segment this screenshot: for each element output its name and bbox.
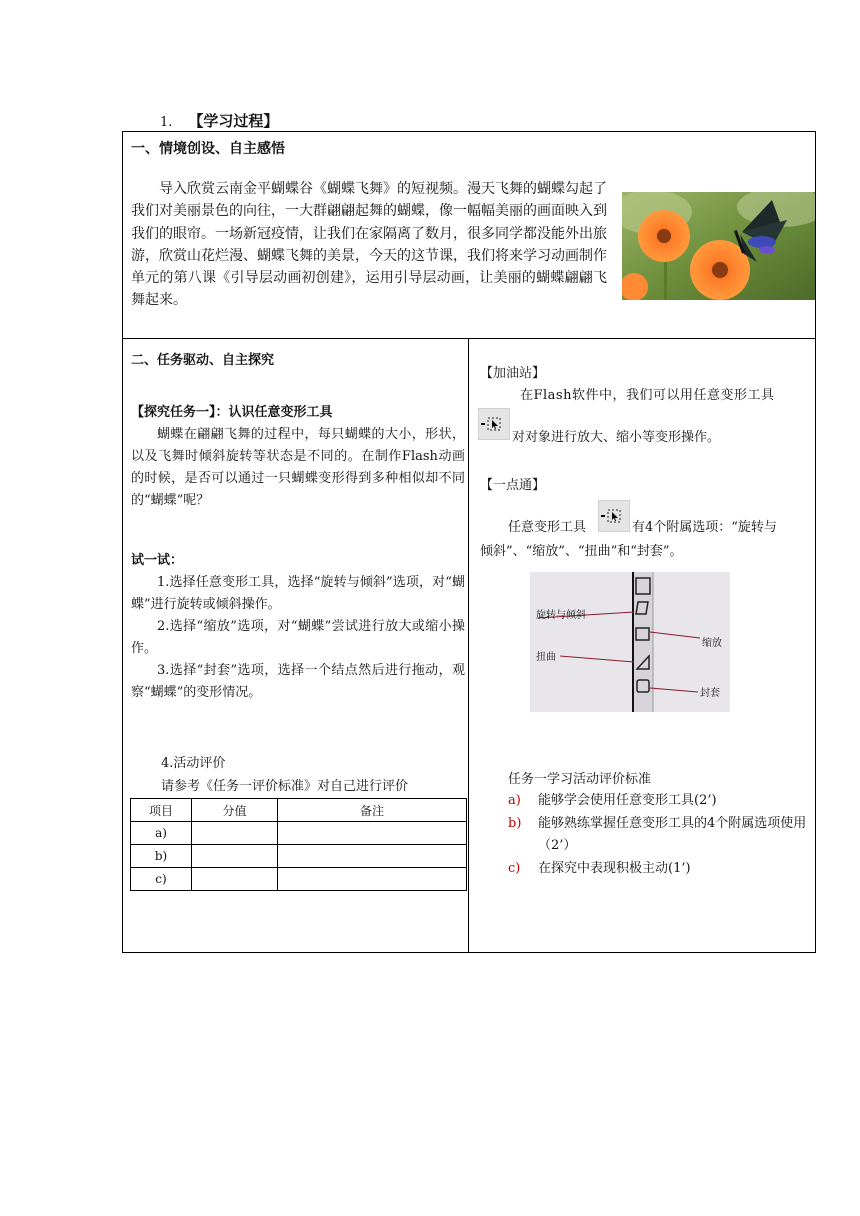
table-cell: b) (131, 845, 192, 868)
evaluation-table (130, 798, 467, 891)
butterfly-image-icon (622, 192, 815, 300)
criteria-mark: a) (508, 793, 521, 808)
criteria-title: 任务一学习活动评价标准 (508, 772, 652, 787)
eval-title: 4.活动评价 (161, 756, 226, 771)
label-rotate-skew: 旋转与倾斜 (536, 610, 586, 621)
table-cell[interactable] (278, 845, 467, 868)
heading-number: 1. (160, 115, 173, 130)
task-paragraph: 蝴蝶在翩翩飞舞的过程中，每只蝴蝶的大小，形状，以及飞舞时倾斜旋转等状态是不同的。在制作Flash动画的时候，是否可以通过一只蝴蝶变形得到多种相似却不同的“蝴蝶”呢？ (131, 427, 465, 508)
table-row (131, 868, 467, 891)
tip-title: 【加油站】 (480, 366, 546, 381)
table-cell[interactable] (278, 868, 467, 891)
table-cell[interactable] (192, 845, 278, 868)
table-header-score: 分值 (192, 799, 278, 822)
criteria-mark: b) (508, 816, 522, 831)
criteria-item (508, 790, 808, 812)
criteria-text: 能够学会使用任意变形工具(2’) (538, 793, 717, 808)
criteria-item (508, 858, 808, 880)
section2-title: 二、任务驱动、自主探究 (131, 353, 275, 368)
table-cell[interactable] (278, 822, 467, 845)
point-line-1-a: 任意变形工具 (508, 520, 587, 535)
table-cell: a) (131, 822, 192, 845)
step-1: 1.选择任意变形工具，选择“旋转与倾斜”选项，对“蝴蝶”进行旋转或倾斜操作。 (131, 575, 465, 612)
point-title: 【一点通】 (480, 478, 546, 493)
task-title: 【探究任务一】：认识任意变形工具 (131, 405, 333, 420)
table-header-note: 备注 (278, 799, 467, 822)
heading-text: 【学习过程】 (188, 112, 279, 130)
label-envelope: 封套 (700, 688, 720, 699)
step-3: 3.选择“封套”选项，选择一个结点然后进行拖动，观察“蝴蝶”的变形情况。 (131, 663, 465, 700)
butterfly-photo (622, 192, 815, 300)
column-divider (468, 338, 469, 953)
eval-intro: 请参考《任务一评价标准》对自己进行评价 (161, 779, 409, 794)
point-line-2: 倾斜”、“缩放”、“扭曲”和“封套”。 (480, 544, 683, 559)
section1-paragraph: 导入欣赏云南金平蝴蝶谷《蝴蝶飞舞》的短视频。漫天飞舞的蝴蝶勾起了我们对美丽景色的向往，一大群翩翩起舞的蝴蝶，像一幅幅美丽的画面映入到我们的眼帘。一场新冠疫情，让我们在家隔离了数月，很多同学都没能外出旅游，欣赏山花烂漫、蝴蝶飞舞的美景，今天的这节课，我们将来学习动画制作单元的第八课《引导层动画初创建》，运用引导层动画，让美丽的蝴蝶翩翩飞舞起来。 (131, 181, 607, 309)
tool-options-figure (530, 572, 730, 712)
try-title: 试一试： (131, 553, 184, 568)
table-cell: c) (131, 868, 192, 891)
criteria-mark: c) (508, 861, 521, 876)
table-row (131, 845, 467, 868)
table-cell[interactable] (192, 822, 278, 845)
label-distort: 扭曲 (536, 652, 556, 663)
section1-title: 一、情境创设、自主感悟 (131, 141, 285, 157)
table-row (131, 799, 467, 822)
table-cell[interactable] (192, 868, 278, 891)
free-transform-tool-icon (478, 408, 510, 440)
row-divider (122, 338, 816, 339)
table-header-item: 项目 (131, 799, 192, 822)
label-scale: 缩放 (702, 638, 722, 649)
criteria-text: 能够熟练掌握任意变形工具的4个附属选项使用（2’） (538, 816, 807, 853)
tip-line-2: 对对象进行放大、缩小等变形操作。 (512, 430, 721, 445)
criteria-item (508, 813, 808, 857)
tip-line-1: 在Flash软件中，我们可以用任意变形工具 (520, 388, 775, 403)
criteria-text: 在探究中表现积极主动(1’) (538, 861, 691, 876)
table-row (131, 822, 467, 845)
process-heading (160, 110, 278, 131)
step-2: 2.选择“缩放”选项，对“蝴蝶”尝试进行放大或缩小操作。 (131, 619, 465, 656)
free-transform-tool-icon (598, 500, 630, 532)
point-line-1-b: 有4个附属选项：“旋转与 (632, 520, 777, 535)
